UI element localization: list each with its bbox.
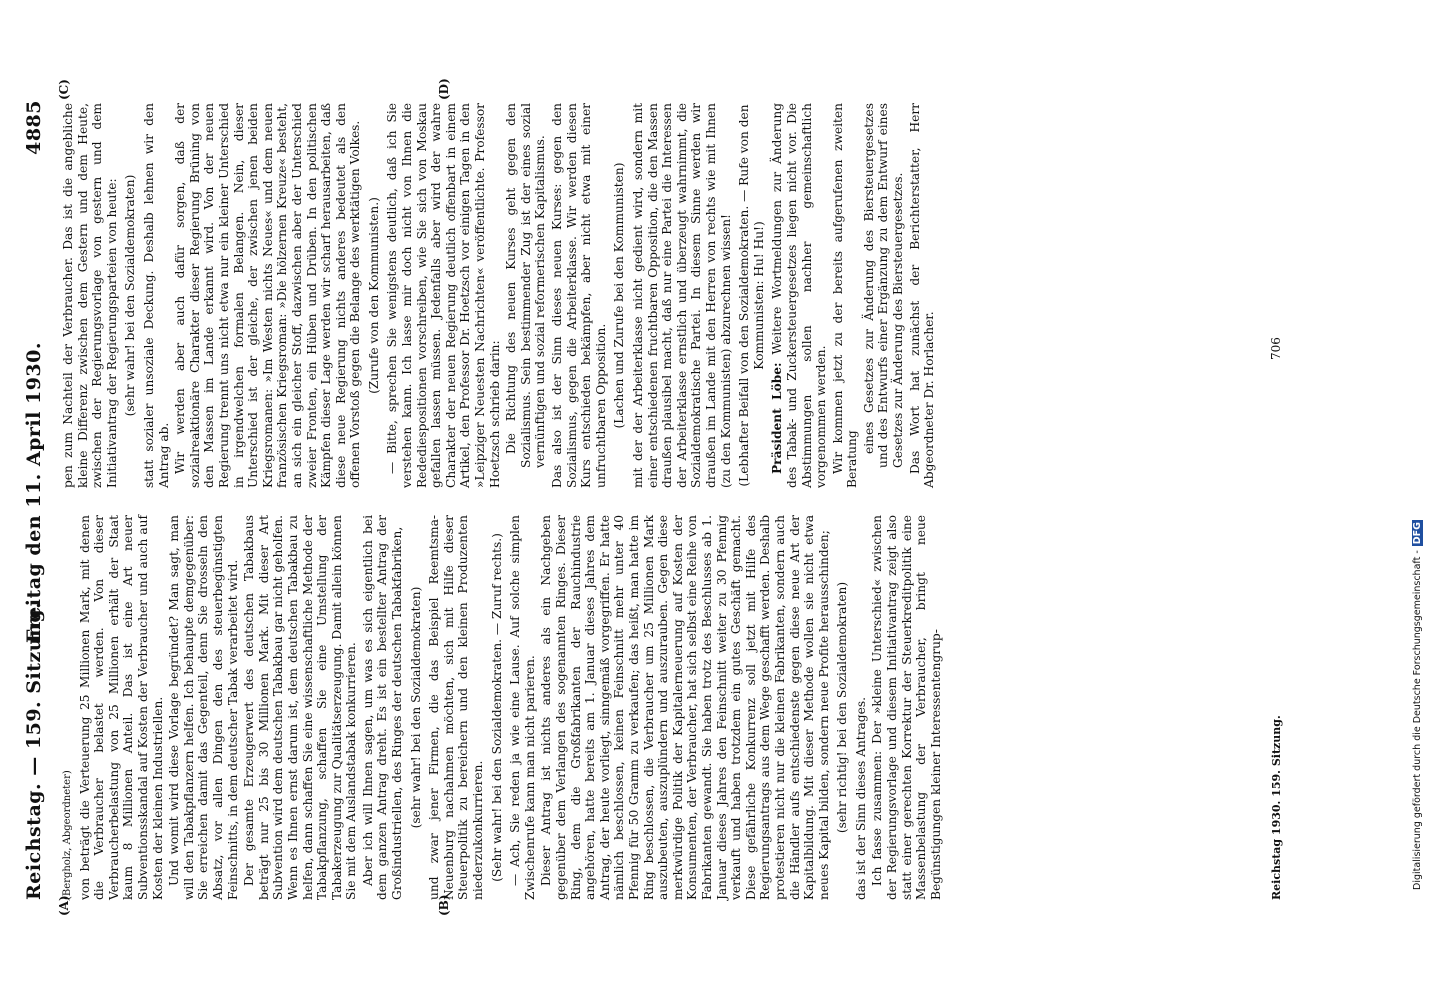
digitization-note-text	[1412, 10, 1428, 890]
paragraph: Wir kommen jetzt zu der bereits aufgerufenen zweiten Beratung	[830, 103, 860, 488]
paragraph: von beträgt die Verteuerung 25 Millionen Mark, mit denen die Verbraucher belastet werden. Von dieser Verbraucherbelastung von 25 Millionen erhält der Staat kaum 8 Millionen Anteil. Das ist eine Art neuer Subventionsskandal auf Kosten der Verbraucher und auch auf Kosten der kleinen Industriellen.	[77, 515, 165, 900]
page-footer: Reichstag 1930. 159. Sitzung.	[1270, 715, 1283, 900]
interjection: (sehr wahr! bei den Sozialdemokraten)	[123, 174, 138, 417]
digitization-note	[1412, 10, 1428, 890]
paragraph: Aber ich will Ihnen sagen, um was es sich eigentlich bei dem ganzen Antrag dreht. Es ist ein bestellter Antrag der Großindustriellen, des Ringes der deutschen Tabakfabriken,	[360, 515, 405, 900]
column-right	[61, 103, 939, 488]
president-text: Weitere Wortmeldungen zur Änderung des Tabak- und Zuckersteuergesetzes liegen nicht vor. Die Abstimmungen sollen nachher gemeinschaftlich vorgenommen werden.	[770, 103, 829, 488]
interjection: (Lachen und Zurufe bei den Kommunisten)	[612, 162, 627, 429]
president-name: Präsident Löbe:	[770, 362, 785, 474]
interjection: (sehr richtig! bei den Sozialdemokraten)	[835, 581, 850, 834]
paragraph: Das Wort hat zunächst der Berichterstatter, Herr Abgeordneter Dr. Horlacher.	[907, 103, 937, 488]
quotation: Die Richtung des neuen Kurses geht gegen den Sozialismus. Sein bestimmender Zug ist der eines sozial vernünftigen und sozial reformerischen Kapitalismus.	[504, 103, 548, 468]
header-page-number: 4885	[23, 100, 45, 155]
paragraph: — Bitte, sprechen Sie wenigstens deutlich, daß ich Sie verstehen kann. Ich lasse mir doch nicht von Ihnen die Redediespositionen vorschreiben, wie Sie sich von Moskau gefallen lassen müssen. Jedenfalls aber wird der wahre Charakter der neuen Regierung deutlich offenbart in einem Artikel, den Professor Dr. Hoetzsch vor einigen Tagen in den »Leipziger Neuesten Nachrichten« veröffentlichte. Professor Hoetzsch schrieb darin:	[385, 103, 502, 488]
president-statement	[770, 103, 828, 488]
page-header	[17, 100, 57, 900]
speaker-tag: (Bergholz, Abgeordneter)	[62, 770, 73, 900]
paragraph: Ich fasse zusammen: Der »kleine Unterschied« zwischen der Regierungsvorlage und diesem Initiativantrag zeigt also statt einer gerechten Korrektur der Steuerkreditpolitik eine Massenbelastung der Verbraucher, bringt neue Begünstigungen kleiner Interessentengrup-	[870, 515, 943, 900]
paragraph: pen zum Nachteil der Verbraucher. Das ist die angebliche kleine Differenz zwischen dem Gestern und dem Heute, zwischen der Regierungsvorlage von gestern und dem Initiativantrag der Regierungsparteien von heute:	[61, 103, 119, 488]
header-date-text: Freitag den 11. April 1930.	[23, 342, 45, 644]
paragraph: und zwar jener Firmen, die das Beispiel Reemtsma-Neuenburg nachahmen möchten, sich mit Hilfe dieser Steuerpolitik zu bereichern und den kleinen Produzenten niederzukonkurrieren.	[427, 515, 486, 900]
paragraph: statt sozialer unsoziale Deckung. Deshalb lehnen wir den Antrag ab.	[141, 103, 171, 488]
paragraph: das ist der Sinn dieses Antrages.	[853, 697, 868, 900]
paragraph: Dieser Antrag ist nichts anderes als ein Nachgeben gegenüber dem Verlangen des sogenannten Ringes. Dieser Ring, dem die Großfabrikanten der Rauchindustrie angehören, hatte bereits am 1. Januar dieses Jahres dem Antrag, der heute vorliegt, sinngemäß vorgegriffen. Er hatte nämlich beschlossen, keinen Feinschnitt mehr unter 40 Pfennig für 50 Gramm zu verkaufen; das heißt, man hatte im Ring beschlossen, die Verbraucher um 25 Millionen Mark auszubeuten, auszuplündern und auszurauben. Gegen diese merkwürdige Politik der Kapitalerneuerung auf Kosten der Konsumenten, der Verbraucher, hat sich selbst eine Reihe von Fabrikanten gewandt. Sie haben trotz des Beschlusses ab 1. Januar dieses Jahres den Feinschnitt weiter zu 30 Pfennig verkauft und haben trotzdem ein gutes Geschäft gemacht. Diese gefährliche Konkurrenz soll jetzt mit Hilfe des Regierungsantrags aus dem Wege geschafft werden. Deshalb protestieren nicht nur die kleinen Fabrikanten, sondern auch die Händler aufs entschiedenste gegen diese neue Art der Kapitalbildung. Mit dieser Methode wollen sie nicht etwa neues Kapital bilden, sondern neue Profite herausschinden;	[539, 515, 831, 900]
margin-marker-d: (D)	[437, 78, 451, 100]
header-date	[23, 100, 45, 643]
dfg-logo: DFG	[1412, 522, 1423, 545]
paragraph: Das also ist der Sinn dieses neuen Kurses: gegen den Sozialismus, gegen die Arbeiterklasse. Wir werden diesen Kurs entschieden bekämpfen, aber nicht etwa mit einer unfruchtbaren Opposition.	[550, 103, 608, 488]
paragraph: mit der der Arbeiterklasse nicht gedient wird, sondern mit einer entschiedenen fruchtbaren Opposition, die den Massen draußen plausibel macht, daß nur eine Partei die Interessen der Arbeiterklasse ernstlich und überzeugt wahrnimmt, die Sozialdemokratische Partei. In diesem Sinne werden wir draußen im Lande mit den Herren von rechts wie mit Ihnen (zu den Kommunisten) abzurechnen wissen!	[630, 103, 733, 488]
margin-marker-b: (B)	[437, 894, 451, 916]
interjection: (Lebhafter Beifall von den Sozialdemokraten. — Rufe von den Kommunisten: Hu! Hu!)	[737, 104, 766, 487]
interjection: (sehr wahr! bei den Sozialdemokraten)	[408, 586, 423, 829]
margin-marker-a: (A)	[57, 895, 71, 916]
quotation: eines Gesetzes zur Änderung des Biersteuergesetzes und des Entwurfs einer Ergänzung zu dem Entwurf eines Gesetzes zur Änderung des Biersteuergesetzes.	[861, 103, 906, 468]
column-left	[61, 515, 945, 900]
paragraph: Der gesamte Erzeugerwert des deutschen Tabakbaus beträgt nur 25 bis 30 Millionen Mark. Mit dieser Art Subvention wird dem deutschen Tabakbau gar nicht geholfen. Wenn es Ihnen ernst darum ist, dem deutschen Tabakbau zu helfen, dann schaffen Sie eine wissenschaftliche Methode der Tabakpflanzung, schaffen Sie eine Umstellung der Tabakerzeugung zur Qualitätserzeugung. Damit allein können Sie mit dem Auslandstabak konkurrieren.	[242, 514, 359, 900]
paragraph: Wir werden aber auch dafür sorgen, daß der sozialreaktionäre Charakter dieser Regierung Brüning von den Massen im Lande erkannt wird. Von der neuen Regierung trennt uns nicht etwa nur ein kleiner Unterschied in irgendwelchen formalen Belangen. Nein, dieser Unterschied ist der gleiche, der zwischen jenen beiden Kriegsromanen: »Im Westen nichts Neues« und dem neuen französischen Kriegsroman: »Die hölzernen Kreuze« besteht, an sich ein gleicher Stoff, dazwischen aber der Unterschied zweier Fronten, ein Hüben und Drüben. In den politischen Kämpfen dieser Lage werden wir scharf herausarbeiten, daß diese neue Regierung nichts anderes bedeutet als den offenen Vorstoß gegen die Belange des werktätigen Volkes.	[173, 103, 363, 488]
interjection: (Zurufe von den Kommunisten.)	[366, 197, 381, 394]
page-signature: 706	[1269, 337, 1283, 360]
digitization-text: Digitalisierung gefördert durch die Deutsche Forschungsgemeinschaft -	[1412, 550, 1423, 890]
paragraph: Und womit wird diese Vorlage begründet? Man sagt, man will den Tabakpflanzern helfen. Ich behaupte demgegenüber: Sie erreichen damit das Gegenteil, denn Sie drosseln den Absatz, vor allen Dingen den des steuerbegünstigten Feinschnitts, in dem deutscher Tabak verarbeitet wird.	[167, 515, 240, 900]
header-session: Reichstag. — 159. Sitzung.	[23, 601, 45, 900]
interjection: (Sehr wahr! bei den Sozialdemokraten. — Zuruf rechts.)	[489, 533, 504, 882]
rotated-document-page	[17, 78, 1283, 916]
margin-marker-c: (C)	[57, 79, 71, 100]
paragraph: — Ach, Sie reden ja wie eine Lause. Auf solche simplen Zwischenrufe kann man nicht parieren.	[508, 515, 537, 900]
